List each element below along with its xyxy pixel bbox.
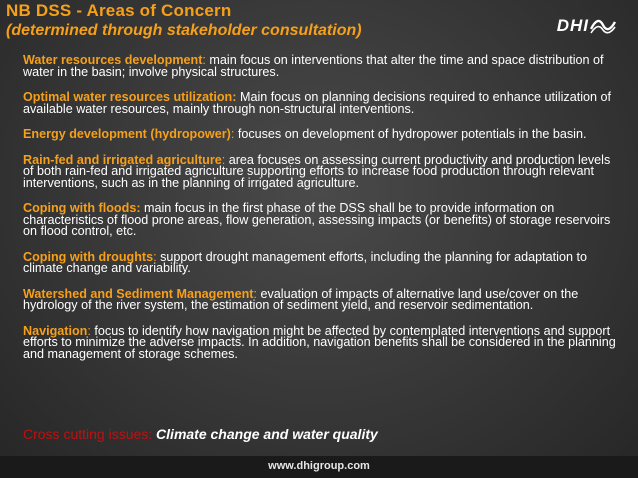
item-heading: Energy development (hydropower) <box>23 127 231 141</box>
footer-url: www.dhigroup.com <box>268 460 370 472</box>
item-separator: : <box>253 286 257 301</box>
content-list <box>23 55 623 374</box>
item-body: Main focus on planning decisions required to enhance utilization of available water resources, mainly through non-structural interventions. <box>23 90 612 116</box>
item-separator: : <box>202 53 206 67</box>
list-item <box>23 55 623 78</box>
slide-subtitle: (determined through stakeholder consultation) <box>6 22 362 39</box>
item-heading: Optimal water resources utilization: <box>23 90 237 104</box>
list-item <box>23 203 623 238</box>
list-item <box>23 286 623 312</box>
title-block <box>6 1 362 41</box>
item-body: area focuses on assessing current productivity and production levels of both rain-fed and irrigated agriculture supporting efforts to increase food production through relevant interventions, such as in the planning of irrigated agriculture. <box>23 152 611 190</box>
item-body: focus to identify how navigation might be affected by contemplated interventions and support efforts to minimize the adverse impacts. In addition, navigation benefits shall be considered in the planning and management of storage schemes. <box>23 323 616 361</box>
logo-text: DHI <box>556 16 589 35</box>
item-heading: Coping with floods: <box>23 201 141 215</box>
footer-bar <box>0 456 638 478</box>
list-item <box>23 92 623 115</box>
list-item <box>23 249 623 275</box>
wave-icon <box>590 17 616 35</box>
item-separator: : <box>230 127 235 141</box>
cross-cutting-label: Cross cutting issues: <box>23 426 153 442</box>
dhi-logo <box>557 16 616 36</box>
item-heading: Coping with droughts <box>23 249 154 264</box>
item-heading: Watershed and Sediment Management <box>23 286 254 301</box>
cross-cutting-line <box>23 426 378 442</box>
item-body: main focus in the first phase of the DSS shall be to provide information on characteristics of flood prone areas, flow generation, assessing impacts (or benefits) of storage reservoirs on flood control, etc. <box>23 201 611 238</box>
item-separator: : <box>87 323 91 338</box>
item-body: evaluation of impacts of alternative land use/cover on the hydrology of the river system, the estimation of sediment yield, and reservoir sedimentation. <box>23 286 579 312</box>
item-heading: Navigation <box>23 323 88 338</box>
item-heading: Rain-fed and irrigated agriculture <box>23 152 222 167</box>
list-item <box>23 323 623 361</box>
item-body: support drought management efforts, including the planning for adaptation to climate change and variability. <box>23 249 587 275</box>
list-item <box>23 152 623 190</box>
item-body: main focus on interventions that alter the time and space distribution of water in the basin; involve physical structures. <box>23 53 604 79</box>
list-item <box>23 129 623 141</box>
cross-cutting-text: Climate change and water quality <box>152 426 378 442</box>
item-separator: : <box>221 152 226 167</box>
item-heading: Water resources development <box>23 53 203 67</box>
item-body: focuses on development of hydropower potentials in the basin. <box>234 127 587 141</box>
slide-title: NB DSS - Areas of Concern <box>6 1 232 20</box>
item-separator: : <box>153 249 157 264</box>
